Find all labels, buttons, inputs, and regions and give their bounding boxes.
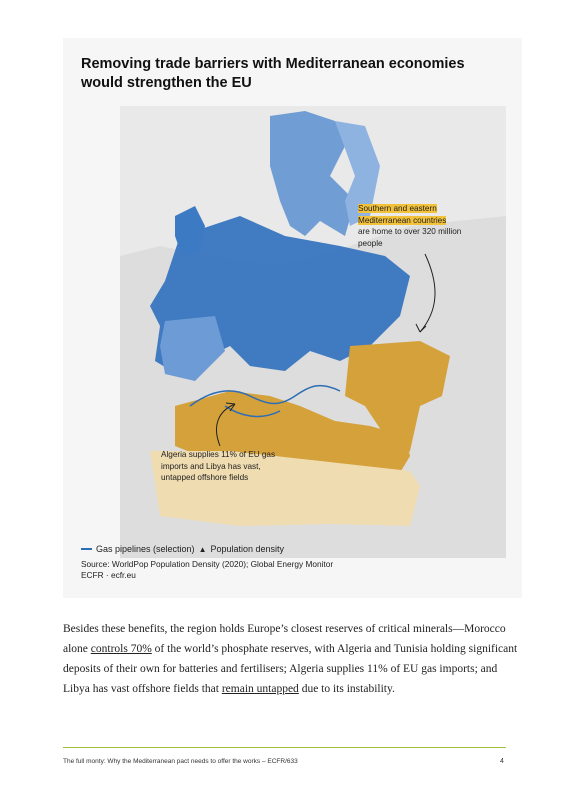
figure-title: Removing trade barriers with Mediterranean economies would strengthen the EU [81, 56, 465, 91]
legend-density-label: Population density [210, 544, 285, 554]
page-number: 4 [500, 758, 504, 765]
pipeline-legend-swatch [81, 548, 92, 550]
callout-east-line-3: are home to over 320 million [358, 227, 462, 236]
source-line-2: ECFR · ecfr.eu [81, 570, 136, 580]
legend-pipelines-label: Gas pipelines (selection) [96, 544, 195, 554]
link-controls-70[interactable]: controls 70% [90, 643, 152, 655]
map-legend [81, 543, 284, 555]
source-line-1: Source: WorldPop Population Density (2020); Global Energy Monitor [81, 559, 334, 569]
callout-east [358, 203, 461, 249]
figure-source [81, 559, 333, 581]
body-text-part-2: of the world’s phosphate reserves, with Algeria and Tunisia holding significant deposits of their own for batteries and fertilisers; Algeria supplies 11% of EU gas imports; and Libya has vast offshore fields that [63, 643, 518, 695]
map-graphic [120, 106, 506, 558]
callout-algeria-line-1: Algeria supplies 11% of EU gas [161, 450, 276, 459]
callout-east-highlight-2: Mediterranean countries [358, 215, 447, 225]
body-paragraph [63, 619, 519, 699]
population-map [120, 106, 506, 558]
map-figure [63, 38, 522, 598]
callout-east-highlight-1: Southern and eastern [358, 204, 437, 213]
link-remain-untapped[interactable]: remain untapped [221, 683, 299, 695]
body-text-part-3: due to its instability. [298, 683, 395, 695]
callout-algeria-line-3: untapped offshore fields [161, 473, 249, 482]
triangle-icon: ▲ [198, 544, 207, 554]
callout-algeria [161, 449, 275, 484]
body-text-part-1: Besides these benefits, the region holds Europe’s closest reserves of critical minerals—Morocco alone [63, 623, 506, 655]
footer-text: The full monty: Why the Mediterranean pact needs to offer the works – ECFR/633 [63, 758, 298, 765]
callout-east-line-4: people [358, 238, 383, 248]
footer-divider [63, 747, 506, 748]
callout-algeria-line-2: imports and Libya has vast, [161, 461, 261, 471]
